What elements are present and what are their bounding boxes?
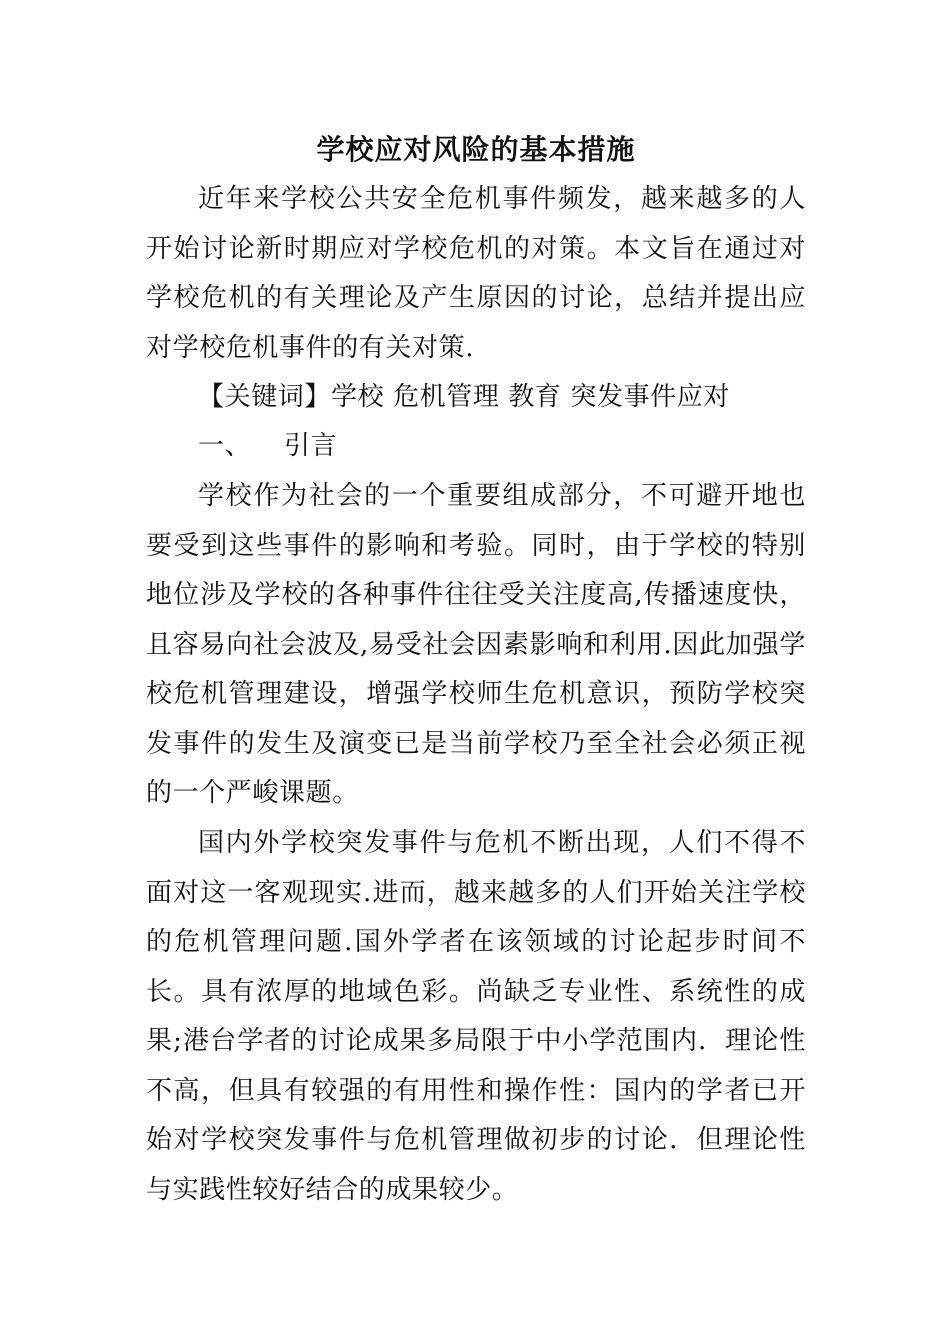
abstract-paragraph: 近年来学校公共安全危机事件频发，越来越多的人开始讨论新时期应对学校危机的对策。本文旨在通过对学校危机的有关理论及产生原因的讨论，总结并提出应对学校危机事件的有关对策.: [146, 184, 806, 363]
section-number: 一、: [198, 431, 252, 461]
section-title: 引言: [284, 431, 338, 461]
body-paragraph: 学校作为社会的一个重要组成部分，不可避开地也要受到这些事件的影响和考验。同时，由于学校的特别地位涉及学校的各种事件往往受关注度高,传播速度快，且容易向社会波及,易受社会因素影响和利用.因此加强学校危机管理建设，增强学校师生危机意识，预防学校突发事件的发生及演变已是当前学校乃至全社会必须正视的一个严峻课题。: [146, 481, 806, 808]
keywords-line: 【关键词】学校 危机管理 教育 突发事件应对: [198, 382, 730, 412]
document-title: 学校应对风险的基本措施: [316, 133, 636, 166]
body-paragraph: 国内外学校突发事件与危机不断出现，人们不得不面对这一客观现实.进而，越来越多的人们开始关注学校的危机管理问题.国外学者在该领域的讨论起步时间不长。具有浓厚的地域色彩。尚缺乏专业性、系统性的成果;港台学者的讨论成果多局限于中小学范围内．理论性不高，但具有较强的有用性和操作性：国内的学者已开始对学校突发事件与危机管理做初步的讨论．但理论性与实践性较好结合的成果较少。: [146, 828, 806, 1205]
section-heading: [198, 422, 337, 472]
